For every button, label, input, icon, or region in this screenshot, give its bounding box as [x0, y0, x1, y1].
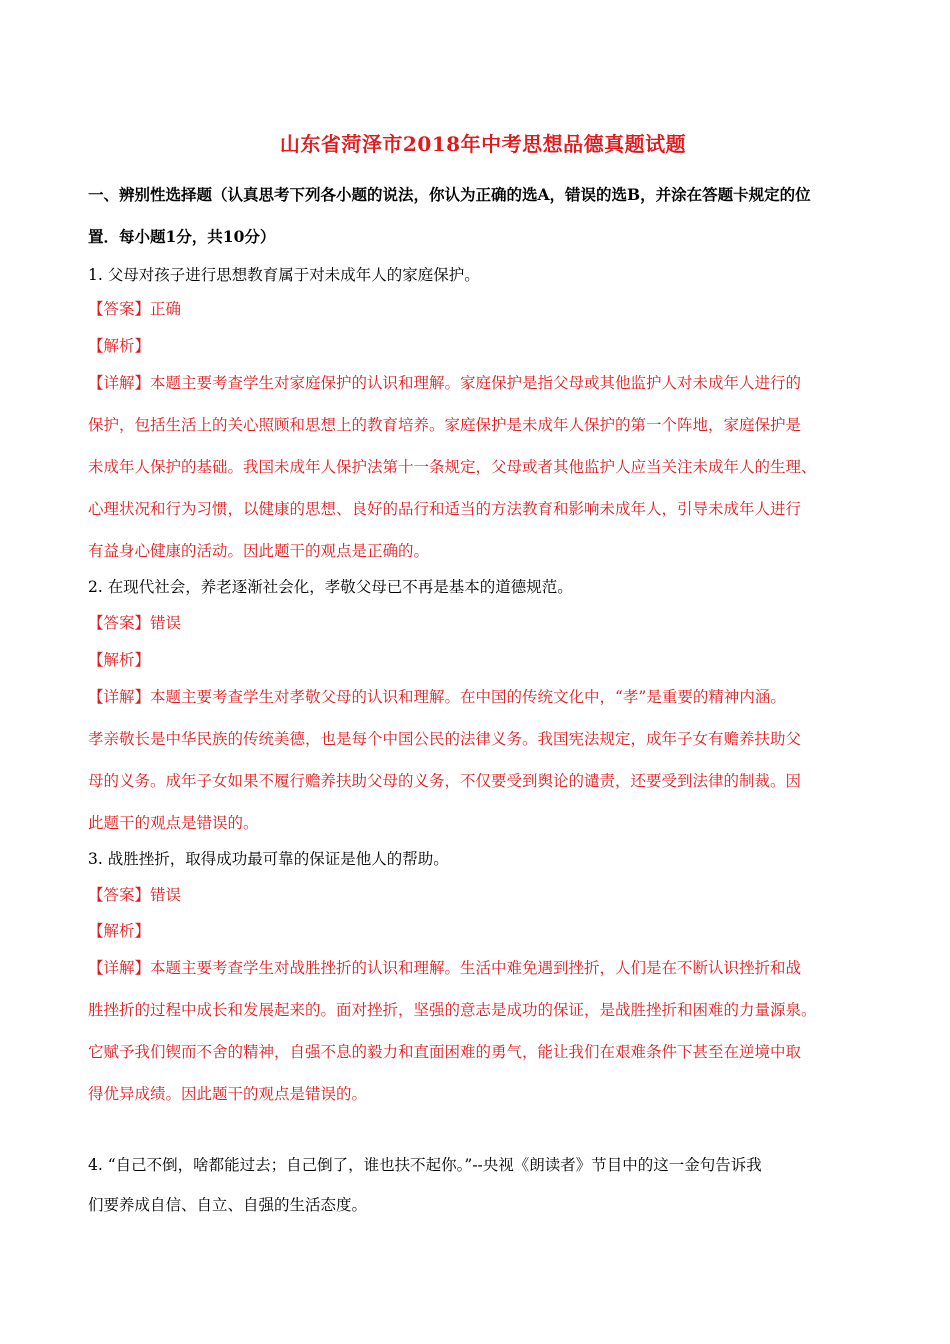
section-heading-line-1: 一、辨别性选择题（认真思考下列各小题的说法，你认为正确的选A，错误的选B，并涂在答题卡规定的位 [88, 185, 811, 204]
answer-tag: 【答案】 [88, 300, 151, 318]
question-3: 3. 战胜挫折，取得成功最可靠的保证是他人的帮助。 [88, 850, 449, 868]
question-2: 2. 在现代社会，养老逐渐社会化，孝敬父母已不再是基本的道德规范。 [88, 578, 573, 596]
q3-analysis-tag: 【解析】 [88, 922, 151, 940]
answer-value: 错误 [150, 614, 182, 632]
q2-detail-line: 此题干的观点是错误的。 [88, 814, 259, 832]
q3-detail-line: 它赋予我们锲而不舍的精神，自强不息的毅力和直面困难的勇气，能让我们在艰难条件下甚至在逆境中取 [88, 1043, 802, 1061]
q2-detail-line: 【详解】本题主要考查学生对孝敬父母的认识和理解。在中国的传统文化中，“孝”是重要的精神内涵。 [88, 688, 786, 706]
question-4-line-1: 4. “自己不倒，啥都能过去；自己倒了，谁也扶不起你。”--央视《朗读者》节目中的这一金句告诉我 [88, 1156, 762, 1174]
q2-analysis-tag: 【解析】 [88, 651, 151, 669]
answer-value: 错误 [150, 886, 182, 904]
q1-answer [88, 298, 181, 320]
document-title: 山东省菏泽市2018年中考思想品德真题试题 [279, 132, 687, 156]
q1-analysis-tag: 【解析】 [88, 337, 151, 355]
q2-answer [88, 612, 181, 634]
answer-value: 正确 [150, 300, 182, 318]
q2-detail-line: 孝亲敬长是中华民族的传统美德，也是每个中国公民的法律义务。我国宪法规定，成年子女有赡养扶助父 [88, 730, 802, 748]
q3-detail-line: 得优异成绩。因此题干的观点是错误的。 [88, 1085, 368, 1103]
q1-detail-line: 有益身心健康的活动。因此题干的观点是正确的。 [88, 542, 430, 560]
q3-detail-line: 胜挫折的过程中成长和发展起来的。面对挫折，坚强的意志是成功的保证，是战胜挫折和困难的力量源泉。 [88, 1001, 817, 1019]
q1-detail-line: 未成年人保护的基础。我国未成年人保护法第十一条规定，父母或者其他监护人应当关注未成年人的生理、 [88, 458, 817, 476]
answer-tag: 【答案】 [88, 614, 151, 632]
q2-detail-line: 母的义务。成年子女如果不履行赡养扶助父母的义务，不仅要受到舆论的谴责，还要受到法律的制裁。因 [88, 772, 802, 790]
q3-detail-line: 【详解】本题主要考查学生对战胜挫折的认识和理解。生活中难免遇到挫折，人们是在不断认识挫折和战 [88, 959, 802, 977]
q3-answer [88, 884, 181, 906]
q1-detail-line: 保护，包括生活上的关心照顾和思想上的教育培养。家庭保护是未成年人保护的第一个阵地，家庭保护是 [88, 416, 802, 434]
question-4-line-2: 们要养成自信、自立、自强的生活态度。 [88, 1196, 368, 1214]
q1-detail-line: 心理状况和行为习惯，以健康的思想、良好的品行和适当的方法教育和影响未成年人，引导未成年人进行 [88, 500, 802, 518]
question-1: 1. 父母对孩子进行思想教育属于对未成年人的家庭保护。 [88, 266, 480, 284]
answer-tag: 【答案】 [88, 886, 151, 904]
section-heading-line-2: 置．每小题1分，共10分） [88, 227, 276, 246]
q1-detail-line: 【详解】本题主要考查学生对家庭保护的认识和理解。家庭保护是指父母或其他监护人对未成年人进行的 [88, 374, 802, 392]
